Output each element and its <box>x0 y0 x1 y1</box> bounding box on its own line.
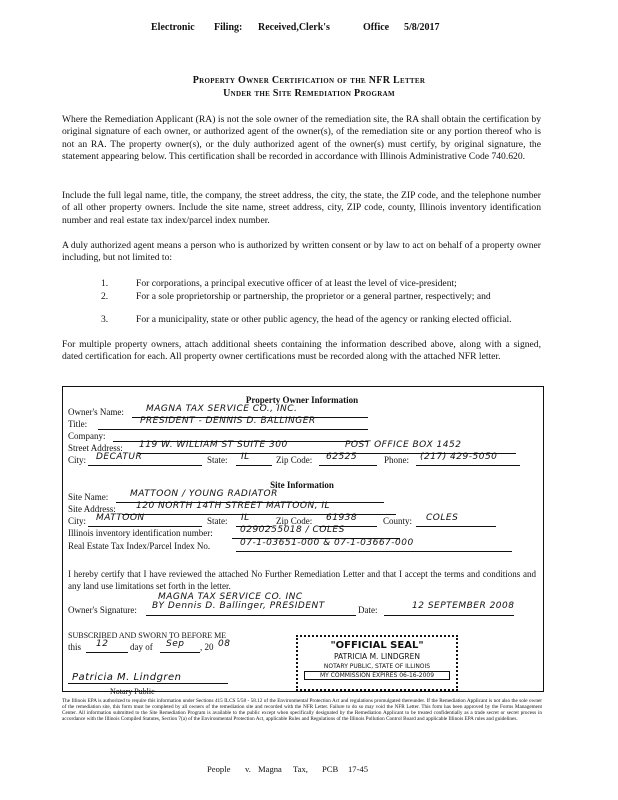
site-inventory-value: 0290255018 / COLES <box>240 525 345 535</box>
seal-title: "OFFICIAL SEAL" <box>330 640 424 651</box>
owner-phone-value: (217) 429-5050 <box>420 452 498 462</box>
title-line2: Under the Site Remediation Program <box>223 88 395 99</box>
signature-company: MAGNA TAX SERVICE CO. INC <box>158 592 303 602</box>
owner-signature-label: Owner's Signature: <box>68 605 137 615</box>
header-date: 5/8/2017 <box>404 22 440 33</box>
site-address-label: Site Address: <box>68 504 116 514</box>
official-seal <box>296 635 458 691</box>
header-electronic: Electronic <box>151 22 195 33</box>
site-name-value: MATTOON / YOUNG RADIATOR <box>130 489 278 499</box>
owner-zip-label: Zip Code: <box>276 455 313 465</box>
footer-magna: Magna <box>258 764 282 774</box>
fine-print: The Illinois EPA is authorized to require this information under Sections 415 ILCS 5/58 - 58.12 of the Environmental Protection Act and regulations promulgated thereunder. If the Remediation Applicant is not also the sole owner of the remediation site, this form must be completed by all owners of the remediation site and recorded with the NFR Letter. Failure to do so may void the NFR Letter. This form has been approved by the Forms Management Center. All information submitted to the Site Remediation Program is available to the public except when specifically designated by the Remediation Applicant to be treated confidentially as a trade secret or secret process in accordance with the Illinois Compiled Statutes, Section 7(a) of the Environmental Protection Act, applicable Rules and Regulations of the Illinois Pollution Control Board and applicable Illinois EPA rules and guidelines. <box>62 698 542 722</box>
paragraph-4: For multiple property owners, attach additional sheets containing the information described above, along with a signed, dated certification for each. All property owner certifications must be recorded along with the attached NFR letter. <box>62 339 541 363</box>
footer-pcb: PCB <box>322 764 339 774</box>
list-num-3: 3. <box>101 314 109 325</box>
site-city-value: MATTOON <box>96 513 145 523</box>
site-state-label: State: <box>207 516 228 526</box>
signature-date-value: 12 SEPTEMBER 2008 <box>412 601 515 611</box>
list-num-1: 1. <box>101 278 109 289</box>
site-county-label: County: <box>383 516 413 526</box>
owner-state-value: IL <box>241 452 250 462</box>
list-item-1: For corporations, a principal executive officer of at least the level of vice-president; <box>136 278 457 289</box>
sworn-year-value: 08 <box>218 639 231 649</box>
footer-people: People <box>207 764 231 774</box>
owner-phone-label: Phone: <box>384 455 410 465</box>
paragraph-1: Where the Remediation Applicant (RA) is not the sole owner of the remediation site, the RA shall obtain the certification by original signature of each owner, or authorized agent of the owner(s), of the remediation site or any portion thereof who is not an RA. The property owner(s), or the duly authorized agent of the owner(s) must certify, by original signature, the statement appearing below. This certification shall be recorded in accordance with Illinois Administrative Code 740.620. <box>62 114 541 162</box>
footer-num: 17-45 <box>348 764 369 774</box>
sworn-day-of: day of <box>130 642 153 652</box>
sworn-statement: SUBSCRIBED AND SWORN TO BEFORE ME <box>68 631 227 640</box>
paragraph-3: A duly authorized agent means a person who is authorized by written consent or by law to act on behalf of a property owner including, but not limited to: <box>62 240 541 264</box>
owner-name-value: MAGNA TAX SERVICE CO., INC. <box>146 404 298 414</box>
site-county-value: COLES <box>426 513 459 523</box>
signature-date-label: Date: <box>358 605 378 615</box>
site-tax-value: 07-1-03651-000 & 07-1-03667-000 <box>240 538 414 548</box>
owner-city-label: City: <box>68 455 87 465</box>
owner-zip-value: 62525 <box>326 452 358 462</box>
owner-info-heading: Property Owner Information <box>245 395 359 405</box>
owner-state-label: State: <box>207 455 228 465</box>
title-line1: Property Owner Certification of the NFR Letter <box>192 75 426 86</box>
site-info-heading: Site Information <box>270 480 334 490</box>
owner-signature-value: BY Dennis D. Ballinger, PRESIDENT <box>152 601 325 611</box>
certification-statement: I hereby certify that I have reviewed the attached No Further Remediation Letter and that I accept the terms and conditions and any land use limitations set forth in the letter. <box>68 569 536 591</box>
notary-signature: Patricia M. Lindgren <box>72 672 182 683</box>
sworn-day-value: 12 <box>96 639 109 649</box>
header-office: Office <box>363 22 390 33</box>
site-zip-label: Zip Code: <box>276 516 313 526</box>
list-item-2: For a sole proprietorship or partnership, the proprietor or a general partner, respectively; and <box>136 291 491 302</box>
notary-public-label: Notary Public <box>110 687 155 696</box>
paragraph-2: Include the full legal name, title, the company, the street address, the city, the state, the ZIP code, and the telephone number of all other property owners. Include the site name, street address, city, ZIP code, county, Illinois inventory identification number and real estate tax index/parcel index number. <box>62 190 541 226</box>
owner-title-label: Title: <box>68 419 88 429</box>
list-num-2: 2. <box>101 291 109 302</box>
site-tax-label: Real Estate Tax Index/Parcel Index No. <box>68 541 211 551</box>
site-zip-value: 61938 <box>326 513 358 523</box>
owner-street-label: Street Address: <box>68 443 123 453</box>
owner-pobox-value: POST OFFICE BOX 1452 <box>345 440 462 450</box>
site-address-value: 120 NORTH 14TH STREET MATTOON, IL <box>136 501 331 511</box>
owner-street-value: 119 W. WILLIAM ST SUITE 300 <box>139 440 288 450</box>
footer-v: v. <box>245 764 251 774</box>
sworn-month-value: Sep <box>166 639 185 649</box>
seal-commission: MY COMMISSION EXPIRES 06-16-2009 <box>304 671 450 680</box>
site-name-label: Site Name: <box>68 492 109 502</box>
seal-state: NOTARY PUBLIC, STATE OF ILLINOIS <box>323 663 431 670</box>
header-received: Received,Clerk's <box>258 22 330 33</box>
owner-company-label: Company: <box>68 431 106 441</box>
owner-title-value: PRESIDENT - DENNIS D. BALLINGER <box>140 416 316 426</box>
seal-name: PATRICIA M. LINDGREN <box>334 652 420 661</box>
owner-city-value: DECATUR <box>96 452 143 462</box>
list-item-3: For a municipality, state or other public agency, the head of the agency or ranking elected official. <box>136 314 512 325</box>
site-state-value: IL <box>241 513 250 523</box>
footer-tax: Tax, <box>293 764 308 774</box>
header-filing: Filing: <box>214 22 243 33</box>
notary-signature-line <box>68 677 228 684</box>
owner-name-label: Owner's Name: <box>68 407 124 417</box>
site-inventory-label: Illinois inventory identification number: <box>68 528 213 538</box>
sworn-year-prefix: , 20 <box>200 642 214 652</box>
sworn-this: this <box>68 642 82 652</box>
site-city-label: City: <box>68 516 87 526</box>
